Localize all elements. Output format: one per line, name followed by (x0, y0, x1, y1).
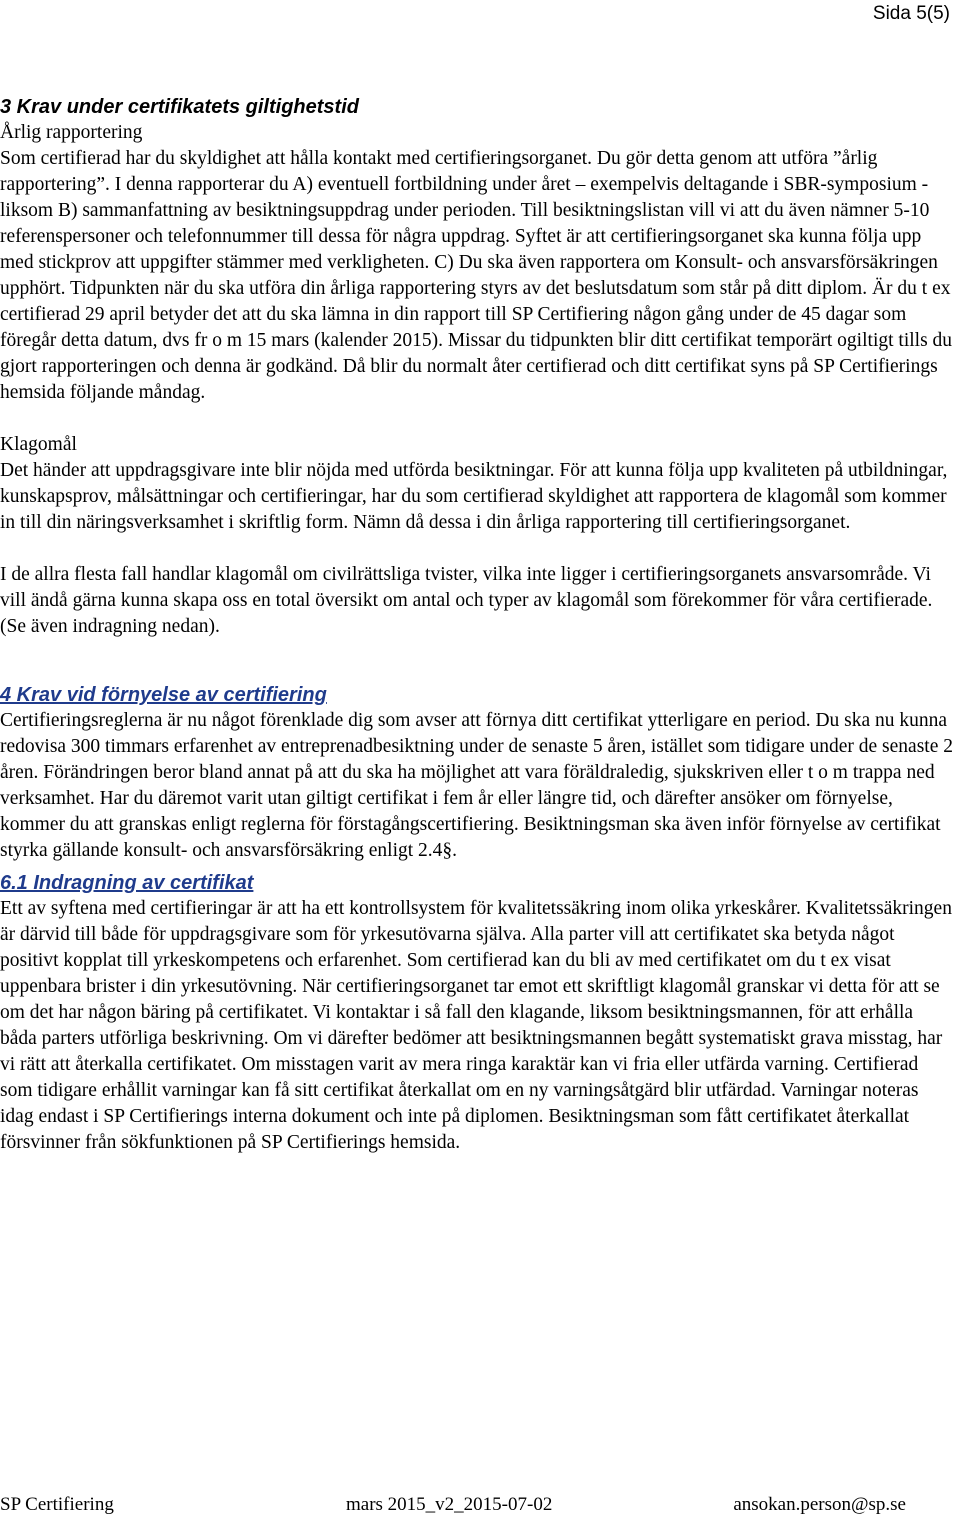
annual-reporting-paragraph: Som certifierad har du skyldighet att hålla kontakt med certifieringsorganet. Du gör detta genom att utföra ”årlig rapportering”. I denna rapporterar du A) eventuell fortbildning under året – exempelvis deltagande i SBR-symposium - liksom B) sammanfattning av besiktningsuppdrag under perioden. Till besiktningslistan vill vi att du även nämner 5-10 referenspersoner och telefonnummer till dessa för några uppdrag. Syftet är att certifieringsorganet ska kunna följa upp med stickprov att uppgifter stämmer med verkligheten. C) Du ska även rapportera om Konsult- och ansvarsförsäkringen upphört. Tidpunkten när du ska utföra din årliga rapportering styrs av det beslutsdatum som står på ditt diplom. Är du t ex certifierad 29 april betyder det att du ska lämna in din rapport till SP Certifiering någon gång under de 45 dagar som föregår detta datum, dvs fr o m 15 mars (kalender 2015). Missar du tidpunkten blir ditt certifikat temporärt ogiltigt tills du gjort rapporteringen och denna är godkänd. Då blir du normalt åter certifierad och ditt certifikat syns på SP Certifierings hemsida följande måndag. (0, 148, 953, 403)
section-6-1-heading (0, 870, 954, 896)
section-3-heading: 3 Krav under certifikatets giltighetstid (0, 96, 359, 118)
document-body (0, 94, 954, 1156)
section-4-heading-text: 4 Krav vid förnyelse av certifiering (0, 684, 327, 706)
civil-disputes-paragraph: I de allra flesta fall handlar klagomål om civilrättsliga tvister, vilka inte ligger i certifieringsorganets ansvarsområde. Vi vill ändå gärna kunna skapa oss en total översikt om antal och typer av klagomål som förekommer för våra certifierade. (Se även indragning nedan). (0, 564, 933, 637)
complaints-paragraph: Det händer att uppdragsgivare inte blir nöjda med utförda besiktningar. För att kunna följa upp kvaliteten på utbildningar, kunskapsprov, målsättningar och certifieringar, har du som certifierad skyldighet att rapportera de klagomål som kommer in till din näringsverksamhet i skriftlig form. Nämn då dessa i din årliga rapportering till certifieringsorganet. (0, 460, 948, 533)
annual-reporting-subheading: Årlig rapportering (0, 122, 143, 143)
complaints-subheading: Klagomål (0, 434, 77, 455)
section-6-1-heading-text: 6.1 Indragning av certifikat (0, 872, 254, 894)
footer-organization: SP Certifiering (0, 1494, 114, 1515)
section-4-heading (0, 682, 954, 708)
renewal-paragraph: Certifieringsreglerna är nu något förenklade dig som avser att förnya ditt certifikat ytterligare en period. Du ska nu kunna redovisa 300 timmars erfarenhet av entreprenadbesiktning under de senaste 5 åren, istället som tidigare under de senaste 2 åren. Förändringen beror bland annat på att du ska ha möjlighet att vara föräldraledig, sjukskriven eller t o m trappa ned verksamhet. Har du däremot varit utan giltigt certifikat i fem år eller längre tid, och därefter ansöker om förnyelse, kommer du att granskas enligt reglerna för förstagångscertifiering. Besiktningsman ska även inför förnyelse av certifikat styrka gällande konsult- och ansvarsförsäkring enligt 2.4§. (0, 710, 953, 861)
revocation-paragraph: Ett av syftena med certifieringar är att ha ett kontrollsystem för kvalitetssäkring inom olika yrkeskårer. Kvalitetssäkringen är därvid till både för uppdragsgivare som för yrkesutövarna själva. Alla parter vill att certifikatet ska betyda något positivt kopplat till yrkeskompetens och erfarenhet. Som certifierad kan du bli av med certifikatet om du t ex visat uppenbara brister i din yrkesutövning. När certifieringsorganet tar emot ett skriftligt klagomål granskar vi detta för att se om det har någon bäring på certifikatet. Vi kontaktar i så fall den klagande, liksom besiktningsmannen, för att erhålla båda parters utförliga beskrivning. Om vi därefter bedömer att besiktningsmannen begått systematiskt grava misstag, har vi rätt att återkalla certifikatet. Om misstagen varit av mera ringa karaktär kan vi fria eller utfärda varning. Certifierad som tidigare erhållit varningar kan få sitt certifikat återkallat om en ny varningsåtgärd blir utfärdad. Varningar noteras idag endast i SP Certifierings interna dokument och inte på diplomen. Besiktningsman som fått certifikatet återkallat försvinner från sökfunktionen på SP Certifierings hemsida. (0, 898, 952, 1153)
page-number: Sida 5(5) (872, 3, 950, 24)
page-footer (0, 1493, 960, 1517)
footer-email: ansokan.person@sp.se (733, 1494, 906, 1515)
footer-version: mars 2015_v2_2015-07-02 (346, 1494, 553, 1515)
